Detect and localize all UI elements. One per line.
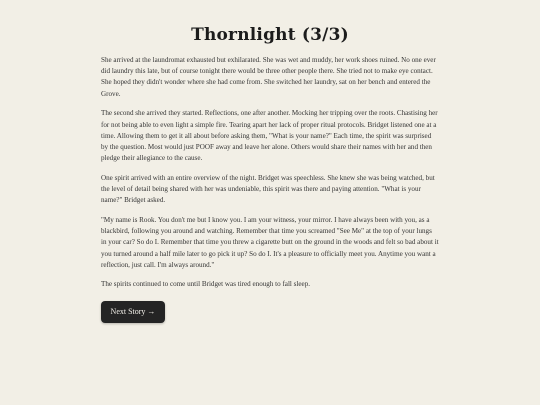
story-paragraph: "My name is Rook. You don't me but I know you. I am your witness, your mirror. I have always been with you, as a blackbird, following you around and watching. Remember that time you screamed "See Me" at the top of your lungs in your car? So do I. Remember that time you threw a cigarette butt on the ground in the woods and felt so bad about it you turned around a half mile later to go pick it up? So do I. It's a pleasure to officially meet you. Anytime you want a reflection, just call. I'm always around." bbox=[101, 215, 439, 269]
story-body bbox=[101, 55, 439, 299]
next-story-button[interactable]: Next Story → bbox=[101, 301, 165, 323]
story-paragraph: One spirit arrived with an entire overview of the night. Bridget was speechless. She knew she was being watched, but the level of detail being shared with her was undeniable, this spirit was there and paying attention. "What is your name?" Bridget asked. bbox=[101, 173, 435, 205]
story-title: Thornlight (3/3) bbox=[191, 25, 349, 45]
story-paragraph: The spirits continued to come until Bridget was tired enough to fall sleep. bbox=[101, 280, 311, 289]
story-paragraph: She arrived at the laundromat exhausted but exhilarated. She was wet and muddy, her work shoes ruined. No one ever did laundry this late, but of course tonight there would be three other people there. She tried not to make eye contact. She hoped they didn't wonder where she had come from. She switched her laundry, sat on her bench and entered the Grove. bbox=[101, 56, 436, 98]
story-paragraph: The second she arrived they started. Reflections, one after another. Mocking her tripping over the roots. Chastising her for not being able to even light a simple fire. Tearing apart her lack of proper ritual protocols. Bridget listened one at a time. Allowing them to get it all about before asking them, "What is your name?" Each time, the spirit was surprised by the question. Most would just POOF away and leave her alone. Others would share their names with her and then pledge their allegiance to the cause. bbox=[101, 109, 438, 163]
